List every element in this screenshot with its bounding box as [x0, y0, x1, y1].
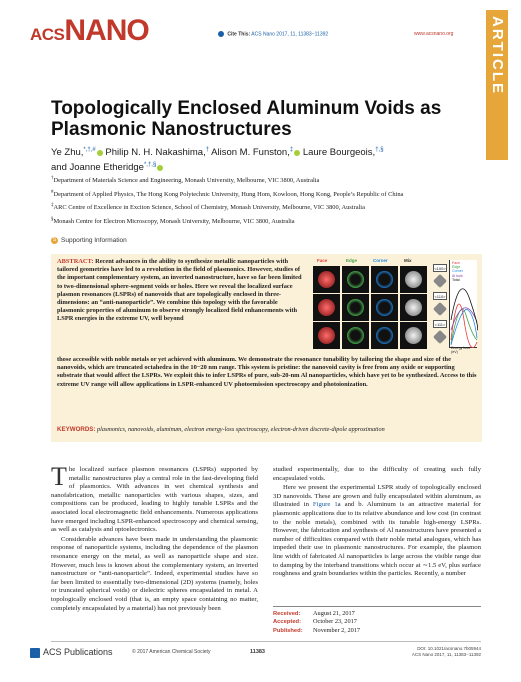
author-marks: †,§	[375, 147, 384, 153]
abstract-text	[57, 258, 305, 324]
body-paragraph: Considerable advances have been made in understanding the plasmonic response of nanoparticle systems, including the dependence of the plasmon resonance energy on the metal, as well as nanoparticle shape and size. However, much less is known about the complementary system, an inverted nanostructure or “anti-nanoparticle”. Indeed, experimental studies have so far been limited to essentially two-dimensional (2D) systems (namely, holes or truncated spherical voids) or dielectric spheres encapsulated in metal. A topologically enclosed void (that is, an empty space containing no matter, completely encapsulated by a material) has not previously been	[51, 535, 258, 612]
affiliations	[51, 175, 481, 230]
journal-website-link[interactable]: www.acsnano.org	[414, 31, 454, 37]
keywords	[57, 426, 477, 434]
octahedron-icon	[433, 302, 447, 316]
copyright: © 2017 American Chemical Society	[132, 649, 211, 655]
map-cell	[313, 294, 340, 321]
logo-nano: NANO	[64, 14, 149, 47]
author-marks: †	[205, 147, 210, 153]
map-cell	[342, 266, 369, 293]
date-row: Accepted: October 23, 2017	[273, 618, 357, 626]
octahedron-icon	[433, 274, 447, 288]
orcid-icon[interactable]	[157, 165, 163, 171]
legend-total: Total	[452, 277, 460, 282]
affiliation: †Department of Materials Science and Engineering, Monash University, Melbourne, VIC 3800, Australia	[51, 176, 320, 185]
keywords-label: KEYWORDS:	[57, 426, 96, 433]
author-marks: ‡	[289, 147, 294, 153]
legend-face: Face	[452, 261, 460, 265]
affiliation: ‡ARC Centre of Excellence in Exciton Science, School of Chemistry, Monash University, Melbourne, VIC 3800, Australia	[51, 203, 365, 212]
author-name[interactable]: Philip N. H. Nakashima,	[105, 147, 206, 159]
cite-this[interactable]	[218, 31, 328, 37]
article-type-tab	[486, 10, 508, 160]
map-cell	[371, 266, 398, 293]
map-cell	[400, 266, 427, 293]
article-dates	[273, 606, 481, 635]
octahedron-icon	[433, 330, 447, 344]
page-footer	[0, 641, 521, 671]
supporting-info-icon: S	[52, 237, 57, 243]
map-cell	[400, 322, 427, 349]
orientation-label: <100>	[434, 266, 446, 271]
body-paragraph: Here we present the experimental LSPR study of topologically enclosed 3D nanovoids. These are grown and fully encapsulated within aluminum, as illustrated in Figure 1a and b. Aluminum is an attractive material for plasmonic applications due to its relative abundance and low cost (in contrast to the noble metals), combined with its tunable high-energy LSPRs. However, the fabrication and synthesis of Al nanostructures have presented a number of difficulties compared with their noble metal analogues, which has impeded their use in plasmonic nanostructures. For example, the plasmon line width of fabricated Al nanoparticles is large across the visible range due to damping by the interband transitions which occur at ∼1.5 eV, plus surface roughness and grain boundaries within the particles. Recently, a number	[273, 484, 482, 578]
supporting-information-link[interactable]	[51, 237, 127, 244]
orientation-label: <110>	[434, 294, 446, 299]
map-cell	[313, 266, 340, 293]
author-name[interactable]: Ye Zhu,	[51, 147, 84, 159]
map-cell	[313, 322, 340, 349]
cite-journal[interactable]: ACS Nano 2017, 11, 11383−11392	[251, 31, 329, 38]
legend-al-bulk: Al bulk	[452, 273, 463, 278]
footer-divider	[51, 641, 481, 642]
cite-label: Cite This:	[227, 31, 251, 38]
page-header	[0, 0, 521, 48]
map-cell	[371, 294, 398, 321]
affiliation: #Department of Applied Physics, The Hong Kong Polytechnic University, Hung Hom, Kowloon, Hong Kong, People’s Republic of China	[51, 189, 404, 198]
toc-col-edge: Edge	[346, 258, 358, 263]
toc-col-mix: Mix	[404, 258, 412, 263]
spectra-legend	[452, 261, 463, 282]
body-paragraph: The localized surface plasmon resonances (LSPRs) supported by metallic nanostructures play a central role in the fast-developing field of plasmonics. With advances in wet chemical synthesis and nanofabrication, metallic nanoparticles with various shapes, sizes, and compositions can be produced, leading to highly tunable LSPRs and the associated local electromagnetic field enhancements. Numerous applications have emerged including LSPR-enhanced spectroscopy and chemical sensing, as well as catalysis and optoelectronics.	[51, 462, 258, 534]
doi-block	[400, 646, 481, 658]
orientation-label: <111>	[434, 322, 446, 327]
author-marks: *,†,§	[143, 162, 157, 169]
journal-logo[interactable]	[30, 16, 149, 46]
author-name[interactable]: and Joanne Etheridge	[51, 162, 144, 174]
spectra-xlabel: Energy loss (eV)	[451, 346, 470, 354]
toc-graphic	[313, 258, 477, 354]
author-list	[51, 144, 481, 174]
drop-cap: T	[51, 462, 67, 491]
body-column-left	[51, 462, 258, 613]
page-number: 11383	[250, 649, 265, 655]
orcid-icon[interactable]	[294, 150, 300, 156]
affiliation: §Monash Centre for Electron Microscopy, Monash University, Melbourne, VIC 3800, Australia	[51, 217, 295, 226]
journal-reference: ACS Nano 2017, 11, 11383−11392	[411, 652, 481, 657]
map-cell	[342, 294, 369, 321]
logo-acs: ACS	[30, 25, 65, 44]
abstract-body-part1: Recent advances in the ability to synthesize metallic nanoparticles with tailored geometries have led to a revolution in the field of plasmonics. However, studies of the important complementary system, an inverted nanostructure, have so far been limited to two-dimensional sphere-segment voids or holes. Here we reveal the localized surface plasmon resonances (LSPRs) of nanovoids that are topologically enclosed in three-dimensions: an “anti-nanoparticle”. We combine this topology with the favorable plasmonic properties of aluminum to observe strongly localized field enhancements with LSPR energies in the extreme UV, well beyond	[57, 258, 302, 323]
author-name[interactable]: Alison M. Funston,	[211, 147, 290, 159]
acs-logo-icon	[30, 648, 40, 658]
article-title: Topologically Enclosed Aluminum Voids as Plasmonic Nanostructures	[51, 98, 442, 140]
author-name[interactable]: Laure Bourgeois,	[302, 147, 376, 159]
article-type-label: ARTICLE	[489, 16, 506, 95]
keywords-values: plasmonics, nanovoids, aluminum, electron energy-loss spectroscopy, electron-driven discrete-dipole approximation	[97, 426, 385, 433]
acs-publications-logo[interactable]: ACS Publications	[30, 647, 113, 658]
legend-corner: Corner	[452, 269, 463, 274]
abstract-continued: those accessible with noble metals or yet achieved with aluminum. We demonstrate the resonance tunability by tailoring the shape and size of the nanovoids, which are truncated octahedra in the 10−20 nm range. This system is pristine: the nanovoid cavity is free from any oxide or supporting substrate that would affect the LSPRs. We exploit this to infer LSPRs of pure, sub-20-nm Al nanoparticles, which have yet to be synthesized. Access to this extreme UV range will allow applications in LSPR-enhanced UV photoemission spectroscopy and photoionization.	[57, 356, 477, 388]
abstract-box	[51, 254, 482, 442]
map-cell	[342, 322, 369, 349]
spectra-plot	[449, 260, 477, 348]
supporting-info-label: Supporting Information	[61, 237, 127, 245]
toc-col-corner: Corner	[373, 258, 388, 263]
map-cell	[400, 294, 427, 321]
date-row: Received: August 21, 2017	[273, 610, 355, 617]
figure-reference-link[interactable]: Figure 1	[312, 501, 338, 509]
orcid-icon[interactable]	[97, 150, 103, 156]
toc-col-face: Face	[317, 258, 328, 263]
doi-link[interactable]: DOI: 10.1021/acsnano.7b05944	[417, 646, 481, 651]
body-column-right	[273, 466, 481, 579]
date-row: Published: November 2, 2017	[273, 626, 361, 634]
cite-icon	[218, 31, 224, 37]
body-paragraph: studied experimentally, due to the difficulty of creating such fully encapsulated voids.	[273, 466, 481, 482]
author-marks: *,†,#	[83, 147, 96, 153]
abstract-label: ABSTRACT:	[57, 258, 94, 265]
map-cell	[371, 322, 398, 349]
legend-edge: Edge	[452, 265, 461, 270]
